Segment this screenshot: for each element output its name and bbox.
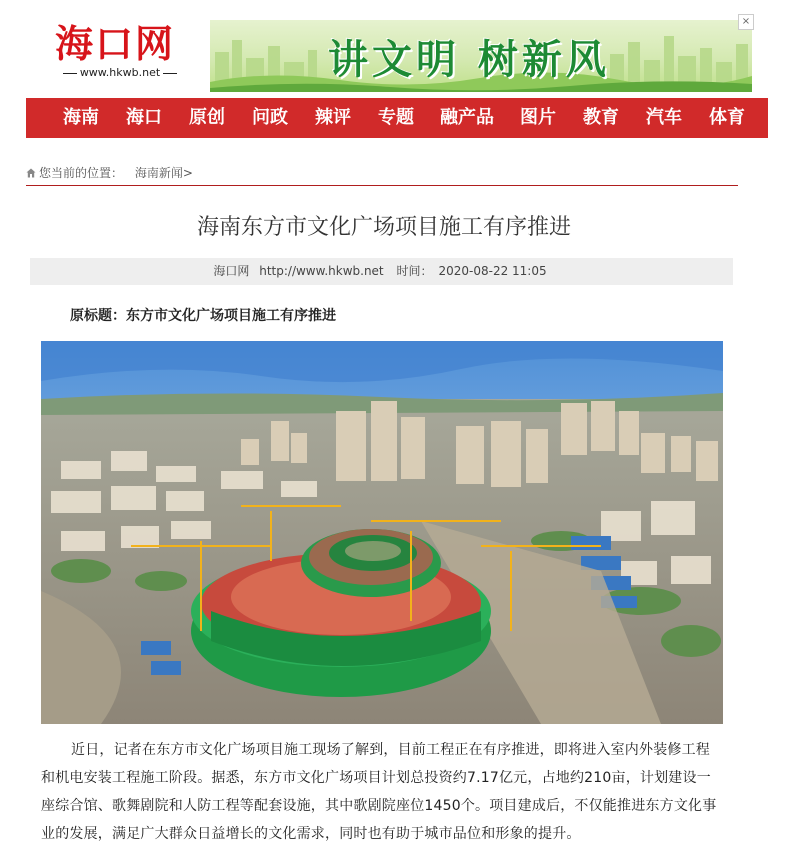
article-body: 近日，记者在东方市文化广场项目施工现场了解到，目前工程正在有序推进，即将进入室内外装修工程和机电安装工程施工阶段。据悉，东方市文化广场项目计划总投资约7.17亿元，占地约210亩，计划建设一座综合馆、歌舞剧院和人防工程等配套设施，其中歌剧院座位1450个。项目建成后，不仅能推进东方文化事业的发展，满足广大群众日益增长的文化需求，同时也有助于城市品位和形象的提升。 (41, 742, 717, 842)
nav-item[interactable]: 海口 (126, 107, 162, 128)
nav-item[interactable]: 辣评 (315, 107, 351, 128)
nav-item[interactable]: 汽车 (646, 107, 682, 128)
article-source-url[interactable]: http://www.hkwb.net (259, 264, 384, 278)
nav-list (26, 98, 790, 138)
close-ad-button[interactable]: × (738, 14, 754, 30)
logo-mark: 海口网 (55, 21, 176, 66)
nav-item[interactable]: 体育 (709, 107, 745, 128)
nav-item[interactable]: 滚 (772, 107, 790, 128)
time-label: 时间： (396, 264, 433, 278)
nav-item[interactable]: 原创 (189, 107, 225, 128)
original-title-label: 原标题： (70, 308, 126, 324)
nav-item[interactable]: 海南 (63, 107, 99, 128)
banner-ad[interactable] (210, 20, 752, 92)
original-title (70, 305, 336, 325)
breadcrumb (26, 163, 738, 186)
banner-slogan: 讲文明 树新风 (328, 36, 610, 83)
article-photo (41, 341, 723, 724)
site-header (0, 0, 768, 100)
article-time: 2020-08-22 11:05 (438, 264, 547, 278)
site-logo[interactable] (55, 22, 185, 84)
main-nav (26, 98, 790, 138)
home-icon (26, 168, 36, 178)
breadcrumb-section-link[interactable]: 海南新闻> (134, 166, 193, 180)
original-title-text: 东方市文化广场项目施工有序推进 (126, 308, 336, 324)
nav-item[interactable]: 图片 (520, 107, 556, 128)
breadcrumb-prefix: 您当前的位置： (39, 166, 124, 180)
article-meta (30, 258, 733, 285)
article-source[interactable]: 海口网 (213, 264, 250, 278)
nav-item[interactable]: 教育 (583, 107, 619, 128)
nav-item[interactable]: 融产品 (440, 107, 494, 128)
article-title: 海南东方市文化广场项目施工有序推进 (196, 215, 571, 240)
nav-item[interactable]: 专题 (378, 107, 414, 128)
aerial-construction-photo (41, 341, 723, 724)
nav-item[interactable]: 问政 (252, 107, 288, 128)
logo-url: www.hkwb.net (55, 66, 185, 80)
